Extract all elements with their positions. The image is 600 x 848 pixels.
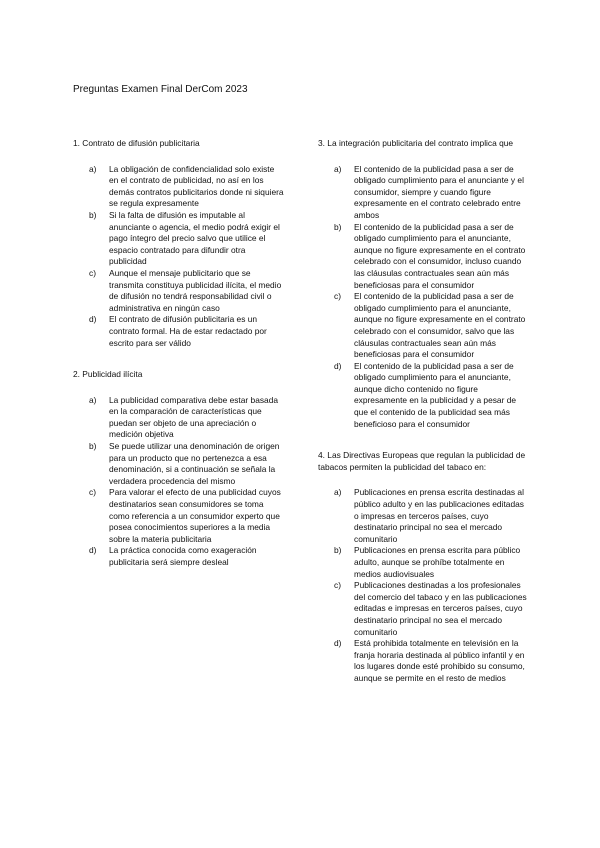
option-text: Para valorar el efecto de una publicidad cuyos destinatarios sean consumidores se toma como referencia a un consumidor experto que posea conocimientos superiores a la media sobre la materia publicitaria xyxy=(109,487,281,544)
option-text: La obligación de confidencialidad solo existe en el contrato de publicidad, no así en los demás contratos publicitarios donde ni siquiera se regula expresamente xyxy=(109,163,284,209)
question-3 xyxy=(318,138,528,430)
option-letter: c) xyxy=(334,580,341,591)
option-d xyxy=(73,314,285,349)
option-letter: b) xyxy=(89,441,97,452)
option-b xyxy=(73,441,285,487)
option-b xyxy=(73,210,285,268)
options-list xyxy=(318,164,528,431)
option-d xyxy=(318,361,528,431)
document-title: Preguntas Examen Final DerCom 2023 xyxy=(73,84,248,95)
option-text: Si la falta de difusión es imputable al anunciante o agencia, el medio podrá exigir el pago íntegro del precio salvo que utilice el espacio contratado para difundir otra publicidad xyxy=(109,209,280,267)
option-text: La publicidad comparativa debe estar basada en la comparación de características que puedan ser objeto de una apreciación o medición objetiva xyxy=(109,394,279,440)
option-letter: d) xyxy=(334,638,342,649)
option-text: El contenido de la publicidad pasa a ser de obligado cumplimiento para el anunciante, aunque dicho contenido no figure expresamente en la publicidad y a pesar de que el contenido de la publicidad sea más beneficioso para el consumidor xyxy=(354,360,517,429)
option-c xyxy=(318,291,528,361)
option-letter: a) xyxy=(334,163,342,174)
option-d xyxy=(318,638,528,684)
option-text: La práctica conocida como exageración publicitaria será siempre desleal xyxy=(109,545,257,567)
option-letter: c) xyxy=(334,291,341,302)
option-letter: d) xyxy=(89,314,97,325)
option-letter: b) xyxy=(334,221,342,232)
option-c xyxy=(318,580,528,638)
option-text: Se puede utilizar una denominación de origen para un producto que no pertenezca a esa denominación, si a continuación se señala la verdadera procedencia del mismo xyxy=(109,441,280,486)
option-letter: b) xyxy=(334,545,342,556)
option-letter: b) xyxy=(89,209,97,220)
options-list xyxy=(73,164,285,350)
option-a xyxy=(73,395,285,441)
question-title: 2. Publicidad ilícita xyxy=(73,369,143,380)
option-text: Publicaciones en prensa escrita para público adulto, aunque se prohíbe totalmente en medios audiovisuales xyxy=(354,545,521,579)
options-list xyxy=(73,395,285,569)
right-column xyxy=(318,138,528,705)
option-d xyxy=(73,545,285,568)
option-letter: a) xyxy=(334,487,342,498)
question-title: 3. La integración publicitaria del contrato implica que xyxy=(318,138,514,148)
question-title: 1. Contrato de difusión publicitaria xyxy=(73,138,200,148)
left-column xyxy=(73,138,285,589)
option-text: El contrato de difusión publicitaria es un contrato formal. Ha de estar redactado por escrito para ser válido xyxy=(109,314,267,348)
option-text: Publicaciones destinadas a los profesionales del comercio del tabaco y en las publicaciones editadas e impresas en terceros países, cuyo destinatario principal no sea el mercado comunitario xyxy=(354,580,527,637)
option-a xyxy=(73,164,285,210)
question-1 xyxy=(73,138,285,349)
question-title: 4. Las Directivas Europeas que regulan la publicidad de tabacos permiten la publicidad del tabaco en: xyxy=(318,450,526,472)
question-2 xyxy=(73,369,285,569)
option-letter: c) xyxy=(89,487,96,498)
option-text: El contenido de la publicidad pasa a ser de obligado cumplimiento para el anunciante y el consumidor, siempre y cuando figure expresamente en el contrato celebrado entre ambos xyxy=(354,163,524,220)
option-letter: a) xyxy=(89,163,97,174)
option-letter: c) xyxy=(89,267,96,278)
option-c xyxy=(73,268,285,314)
option-b xyxy=(318,545,528,580)
option-text: Aunque el mensaje publicitario que se transmita constituya publicidad ilícita, el medio de difusión no tendrá responsabilidad civil o administrativa en ningún caso xyxy=(109,267,282,313)
option-letter: d) xyxy=(334,360,342,371)
option-text: El contenido de la publicidad pasa a ser de obligado cumplimiento para el anunciante, aunque no figure expresamente en el contrato celebrado con el consumidor, salvo que las cláusulas contractuales sean aún más beneficiosas para el consumidor xyxy=(354,291,526,360)
option-a xyxy=(318,487,528,545)
option-letter: a) xyxy=(89,394,97,405)
option-letter: d) xyxy=(89,545,97,556)
option-text: Está prohibida totalmente en televisión en la franja horaria destinada al público infantil y en los lugares donde esté prohibido su consumo, aunque se permite en el resto de medios xyxy=(354,638,525,683)
options-list xyxy=(318,487,528,684)
option-c xyxy=(73,487,285,545)
option-text: Publicaciones en prensa escrita destinadas al público adulto y en las publicaciones editadas o impresas en terceros países, cuyo destinatario principal no sea el mercado comunitario xyxy=(354,487,524,544)
option-text: El contenido de la publicidad pasa a ser de obligado cumplimiento para el anunciante, aunque no figure expresamente en el contrato celebrado con el consumidor, incluso cuando las cláusulas contractuales sean aún más beneficiosas para el consumidor xyxy=(354,221,526,290)
question-4 xyxy=(318,450,528,684)
option-a xyxy=(318,164,528,222)
option-b xyxy=(318,222,528,292)
